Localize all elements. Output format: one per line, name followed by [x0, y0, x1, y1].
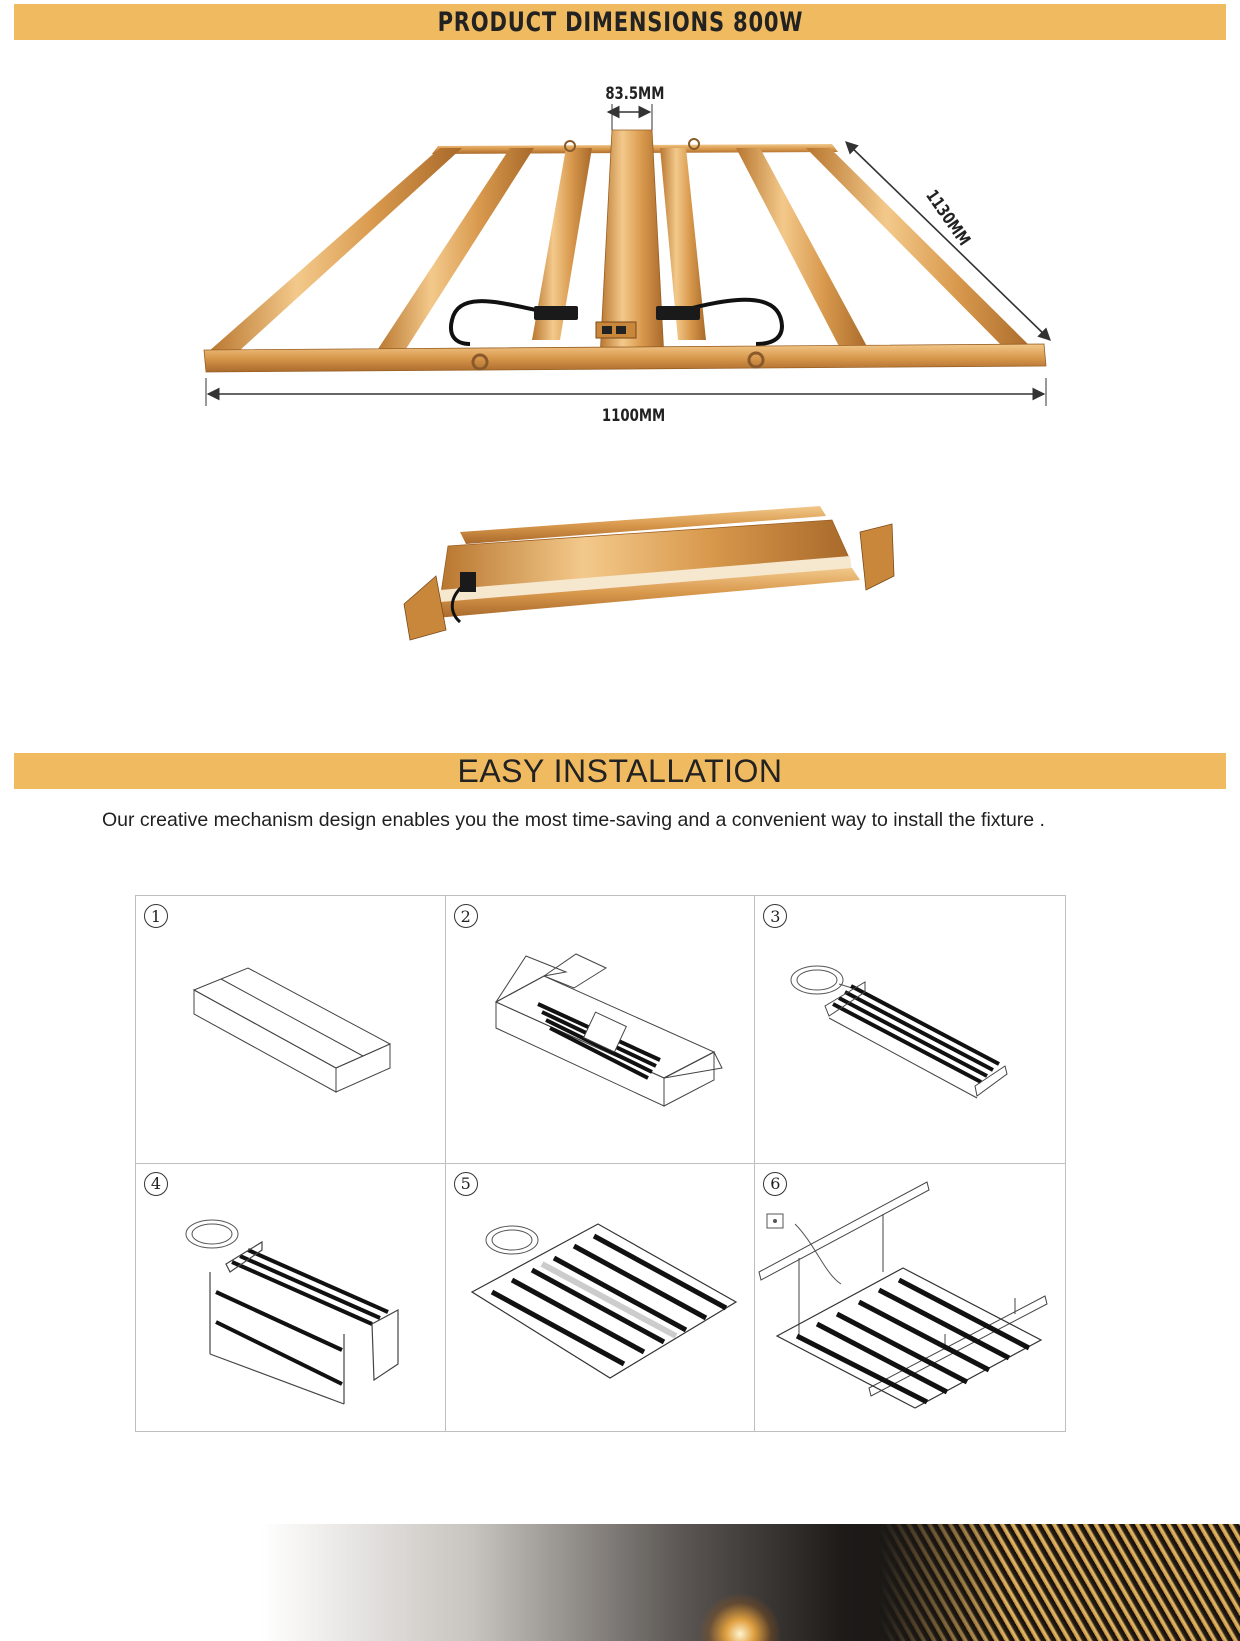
depth-dimension-label: 1130MM — [921, 186, 974, 250]
unfolded-fixture-icon — [446, 1164, 756, 1432]
step-number: 3 — [763, 904, 787, 928]
footer-gold-stripes — [880, 1524, 1240, 1641]
step-1 — [136, 896, 446, 1164]
width-dimension-label: 83.5MM — [605, 84, 665, 104]
step-3 — [755, 896, 1065, 1164]
installation-intro: Our creative mechanism design enables you the most time-saving and a convenient way to install the fixture . — [102, 809, 1045, 831]
sealed-box-icon — [136, 896, 446, 1164]
step-5 — [446, 1164, 756, 1432]
length-dimension-label: 1100MM — [601, 406, 666, 426]
footer-decoration — [0, 1524, 1240, 1641]
step-number: 5 — [454, 1172, 478, 1196]
installation-steps-grid — [135, 895, 1066, 1432]
open-box-with-fixture-icon — [446, 896, 756, 1164]
step-4 — [136, 1164, 446, 1432]
footer-light-glow — [700, 1594, 780, 1641]
step-number: 4 — [144, 1172, 168, 1196]
step-2 — [446, 896, 756, 1164]
installation-title: EASY INSTALLATION — [457, 752, 783, 789]
folded-fixture-photo — [404, 506, 894, 640]
unfolding-fixture-icon — [136, 1164, 446, 1432]
step-number: 1 — [144, 904, 168, 928]
hanging-fixture-icon — [755, 1164, 1065, 1432]
step-number: 2 — [454, 904, 478, 928]
installation-banner — [14, 753, 1226, 789]
unfolded-fixture-photo — [204, 130, 1046, 372]
step-number: 6 — [763, 1172, 787, 1196]
dimensions-title: PRODUCT DIMENSIONS 800W — [437, 6, 803, 38]
step-6 — [755, 1164, 1065, 1432]
fixture-illustrations — [0, 0, 1240, 720]
folded-fixture-with-cable-icon — [755, 896, 1065, 1164]
